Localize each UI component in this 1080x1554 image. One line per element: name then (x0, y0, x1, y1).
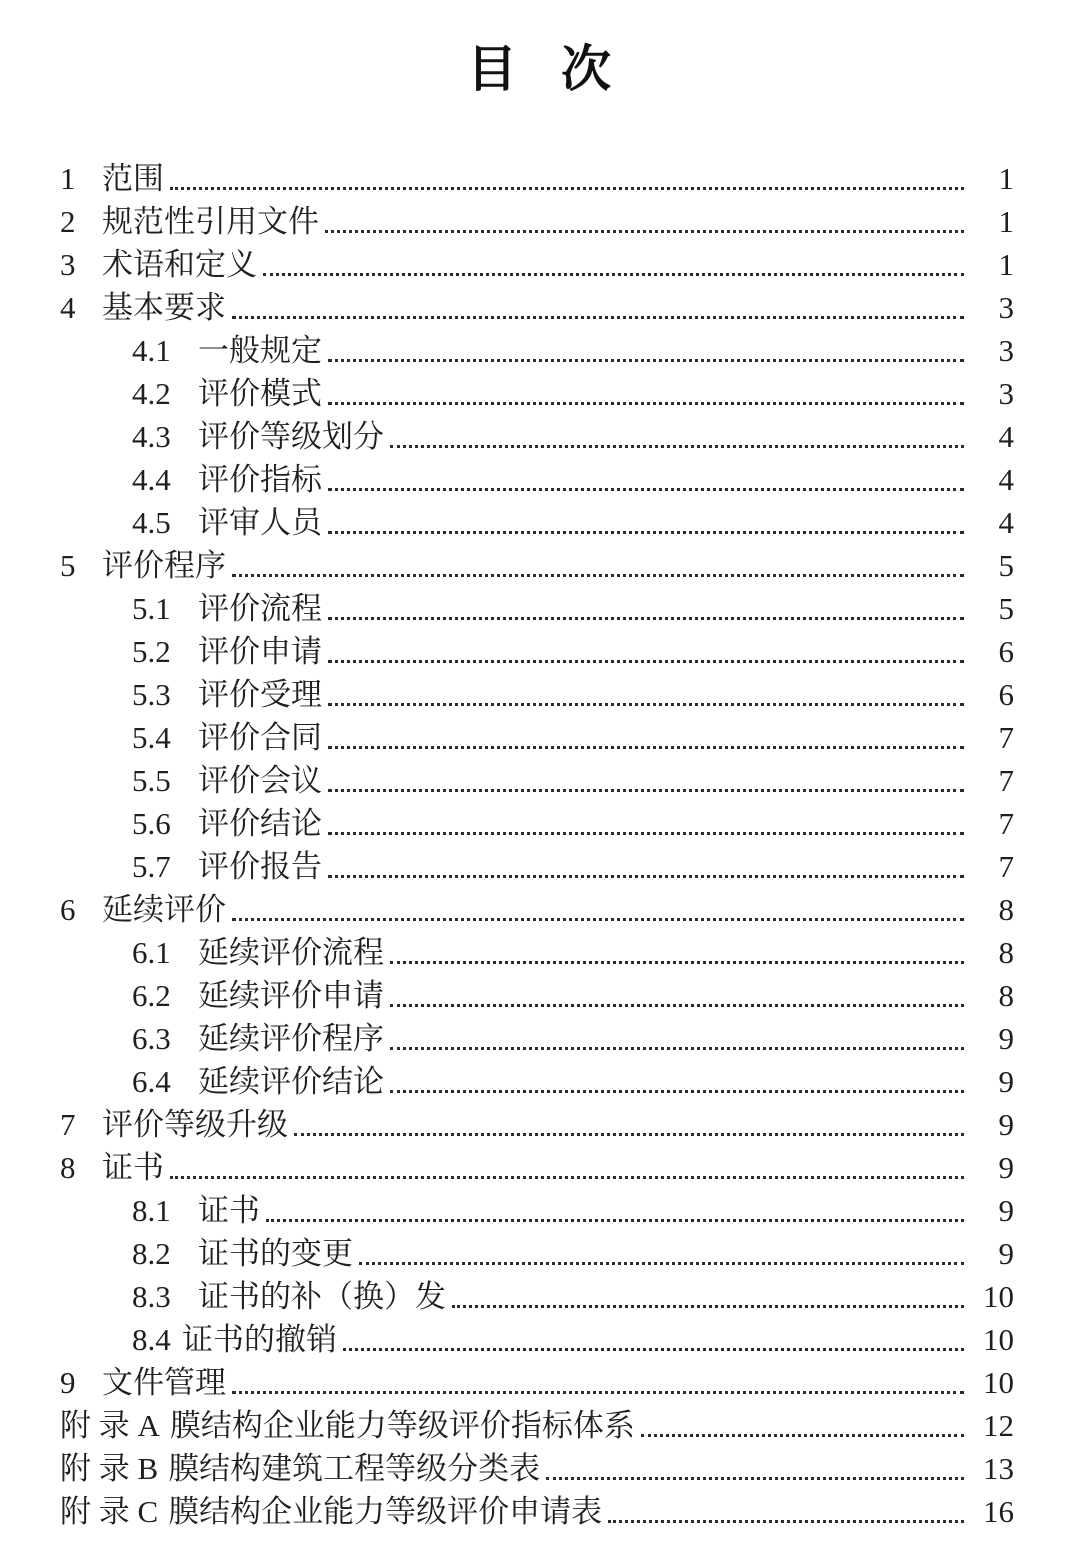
toc-entry-page: 4 (998, 462, 1014, 497)
toc-entry-page: 9 (998, 1193, 1014, 1228)
toc-entry-label: 评审人员 (198, 505, 322, 540)
toc-entry-label: 证书的撤销 (182, 1322, 337, 1357)
toc-entry-label: 膜结构企业能力等级评价指标体系 (169, 1408, 635, 1443)
toc-entry-page: 3 (998, 376, 1014, 411)
toc-entry (60, 930, 1014, 973)
toc-entry (60, 414, 1014, 457)
toc-entry (60, 1317, 1014, 1360)
toc-entry-page: 1 (998, 161, 1014, 196)
toc-entry-label: 评价等级划分 (198, 419, 384, 454)
dot-leader (328, 617, 964, 620)
toc-entry-page: 3 (998, 333, 1014, 368)
toc-entry (60, 715, 1014, 758)
toc-entry-label: 评价指标 (198, 462, 322, 497)
toc-entry-label: 膜结构建筑工程等级分类表 (168, 1451, 541, 1486)
toc-entry (60, 1102, 1014, 1145)
toc-entry-label: 膜结构企业能力等级评价申请表 (168, 1494, 603, 1529)
toc-entry-number: 附 录 A (60, 1408, 160, 1443)
toc-entry-number: 8.1 (132, 1193, 171, 1228)
dot-leader (390, 445, 964, 448)
toc-entry-page: 3 (998, 290, 1014, 325)
toc-entry-label: 文件管理 (102, 1365, 226, 1400)
toc-entry-number: 8.3 (132, 1279, 171, 1314)
dot-leader (328, 746, 964, 749)
toc-entry-page: 16 (983, 1494, 1014, 1529)
toc-entry-page: 6 (998, 677, 1014, 712)
toc-entry (60, 500, 1014, 543)
toc-entry-page: 9 (998, 1236, 1014, 1271)
toc-entry (60, 156, 1014, 199)
toc-entry-page: 5 (998, 548, 1014, 583)
toc-entry (60, 1403, 1014, 1446)
toc-entry (60, 758, 1014, 801)
toc-entry (60, 672, 1014, 715)
toc-entry (60, 1145, 1014, 1188)
toc-entry (60, 1188, 1014, 1231)
toc-entry-number: 5.3 (132, 677, 171, 712)
toc-entry-number: 5.5 (132, 763, 171, 798)
toc-entry (60, 1059, 1014, 1102)
toc-entry-page: 7 (998, 763, 1014, 798)
dot-leader (328, 531, 964, 534)
dot-leader (452, 1305, 964, 1308)
toc-entry-label: 延续评价流程 (198, 935, 384, 970)
toc-entry (60, 1274, 1014, 1317)
toc-entry-label: 证书 (102, 1150, 164, 1185)
toc-entry-label: 规范性引用文件 (102, 204, 319, 239)
toc-entry-page: 9 (998, 1064, 1014, 1099)
toc-entry-label: 延续评价程序 (198, 1021, 384, 1056)
toc-entry-page: 9 (998, 1150, 1014, 1185)
toc-entry-number: 5.2 (132, 634, 171, 669)
toc-entry-page: 8 (998, 892, 1014, 927)
toc-entry-label: 评价等级升级 (102, 1107, 288, 1142)
toc-entry-page: 10 (983, 1279, 1014, 1314)
dot-leader (170, 1176, 964, 1179)
toc-entry-label: 范围 (102, 161, 164, 196)
toc-entry-number: 附 录 C (60, 1494, 159, 1529)
dot-leader (325, 230, 964, 233)
toc-entry-label: 证书的变更 (198, 1236, 353, 1271)
toc-entry-label: 评价会议 (198, 763, 322, 798)
toc-entry (60, 285, 1014, 328)
toc-entry-number: 4.2 (132, 376, 171, 411)
toc-entry-number: 5.6 (132, 806, 171, 841)
toc-entry-label: 评价结论 (198, 806, 322, 841)
toc-entry-page: 5 (998, 591, 1014, 626)
toc-entry-page: 10 (983, 1322, 1014, 1357)
toc-entry-label: 延续评价结论 (198, 1064, 384, 1099)
toc-entry (60, 586, 1014, 629)
toc-entry-label: 评价申请 (198, 634, 322, 669)
dot-leader (232, 918, 964, 921)
toc-entry-page: 13 (983, 1451, 1014, 1486)
toc-entry-number: 1 (60, 161, 76, 196)
toc-entry-label: 评价受理 (198, 677, 322, 712)
toc-entry-page: 12 (983, 1408, 1014, 1443)
dot-leader (608, 1520, 964, 1523)
dot-leader (359, 1262, 964, 1265)
toc-entry-number: 4.1 (132, 333, 171, 368)
toc-entry-label: 证书 (198, 1193, 260, 1228)
dot-leader (343, 1348, 964, 1351)
toc-entry-number: 附 录 B (60, 1451, 159, 1486)
toc-entry-number: 6.2 (132, 978, 171, 1013)
dot-leader (328, 488, 964, 491)
toc-entry-label: 评价模式 (198, 376, 322, 411)
toc-entry-page: 9 (998, 1107, 1014, 1142)
toc-entry (60, 801, 1014, 844)
toc-entry (60, 371, 1014, 414)
toc-entry-number: 8.4 (132, 1322, 171, 1357)
toc-entry-number: 9 (60, 1365, 76, 1400)
toc-entry-label: 评价流程 (198, 591, 322, 626)
dot-leader (390, 961, 964, 964)
dot-leader (328, 359, 964, 362)
toc-entry-label: 一般规定 (198, 333, 322, 368)
toc-entry (60, 543, 1014, 586)
toc-entry-label: 评价合同 (198, 720, 322, 755)
dot-leader (232, 574, 964, 577)
toc-entry-number: 6 (60, 892, 76, 927)
toc-entry-number: 5.7 (132, 849, 171, 884)
dot-leader (266, 1219, 964, 1222)
dot-leader (328, 875, 964, 878)
toc-entry-label: 延续评价申请 (198, 978, 384, 1013)
toc-entry-number: 3 (60, 247, 76, 282)
dot-leader (232, 1391, 964, 1394)
toc-entry-label: 评价报告 (198, 849, 322, 884)
toc-entry-page: 4 (998, 505, 1014, 540)
dot-leader (232, 316, 964, 319)
toc-entry-page: 4 (998, 419, 1014, 454)
toc-entry (60, 1489, 1014, 1532)
toc-entry-page: 1 (998, 247, 1014, 282)
toc-entry-number: 4.4 (132, 462, 171, 497)
toc-entry-number: 4 (60, 290, 76, 325)
toc-entry-page: 7 (998, 720, 1014, 755)
toc-entry-number: 8.2 (132, 1236, 171, 1271)
dot-leader (328, 402, 964, 405)
toc-entry-number: 4.5 (132, 505, 171, 540)
dot-leader (390, 1004, 964, 1007)
toc-entry-number: 5.1 (132, 591, 171, 626)
toc-entry-page: 7 (998, 849, 1014, 884)
toc-entry (60, 629, 1014, 672)
toc-entry-label: 证书的补（换）发 (198, 1279, 446, 1314)
toc-entry-page: 9 (998, 1021, 1014, 1056)
toc-entry (60, 1016, 1014, 1059)
dot-leader (390, 1047, 964, 1050)
toc-entry-number: 5 (60, 548, 76, 583)
toc-entry (60, 457, 1014, 500)
toc-entry-page: 6 (998, 634, 1014, 669)
toc-entry-label: 评价程序 (102, 548, 226, 583)
dot-leader (170, 187, 964, 190)
dot-leader (328, 789, 964, 792)
toc-list (0, 156, 1080, 1532)
toc-entry-page: 1 (998, 204, 1014, 239)
toc-entry-number: 6.3 (132, 1021, 171, 1056)
dot-leader (390, 1090, 964, 1093)
dot-leader (328, 832, 964, 835)
toc-entry (60, 328, 1014, 371)
dot-leader (546, 1477, 964, 1480)
toc-entry-label: 基本要求 (102, 290, 226, 325)
page-title: 目 次 (467, 41, 613, 97)
dot-leader (328, 660, 964, 663)
toc-entry-label: 延续评价 (102, 892, 226, 927)
toc-entry-number: 7 (60, 1107, 76, 1142)
dot-leader (294, 1133, 964, 1136)
toc-entry-number: 8 (60, 1150, 76, 1185)
toc-entry-number: 5.4 (132, 720, 171, 755)
dot-leader (263, 273, 964, 276)
toc-entry (60, 242, 1014, 285)
toc-entry (60, 887, 1014, 930)
toc-entry-page: 8 (998, 935, 1014, 970)
dot-leader (641, 1434, 964, 1437)
toc-entry-number: 4.3 (132, 419, 171, 454)
toc-entry (60, 1360, 1014, 1403)
dot-leader (328, 703, 964, 706)
toc-entry-page: 10 (983, 1365, 1014, 1400)
toc-entry (60, 1231, 1014, 1274)
toc-entry (60, 844, 1014, 887)
toc-entry-page: 8 (998, 978, 1014, 1013)
toc-entry-label: 术语和定义 (102, 247, 257, 282)
toc-entry-number: 2 (60, 204, 76, 239)
toc-entry-number: 6.4 (132, 1064, 171, 1099)
toc-entry (60, 1446, 1014, 1489)
toc-entry (60, 199, 1014, 242)
toc-entry-page: 7 (998, 806, 1014, 841)
toc-entry (60, 973, 1014, 1016)
toc-entry-number: 6.1 (132, 935, 171, 970)
